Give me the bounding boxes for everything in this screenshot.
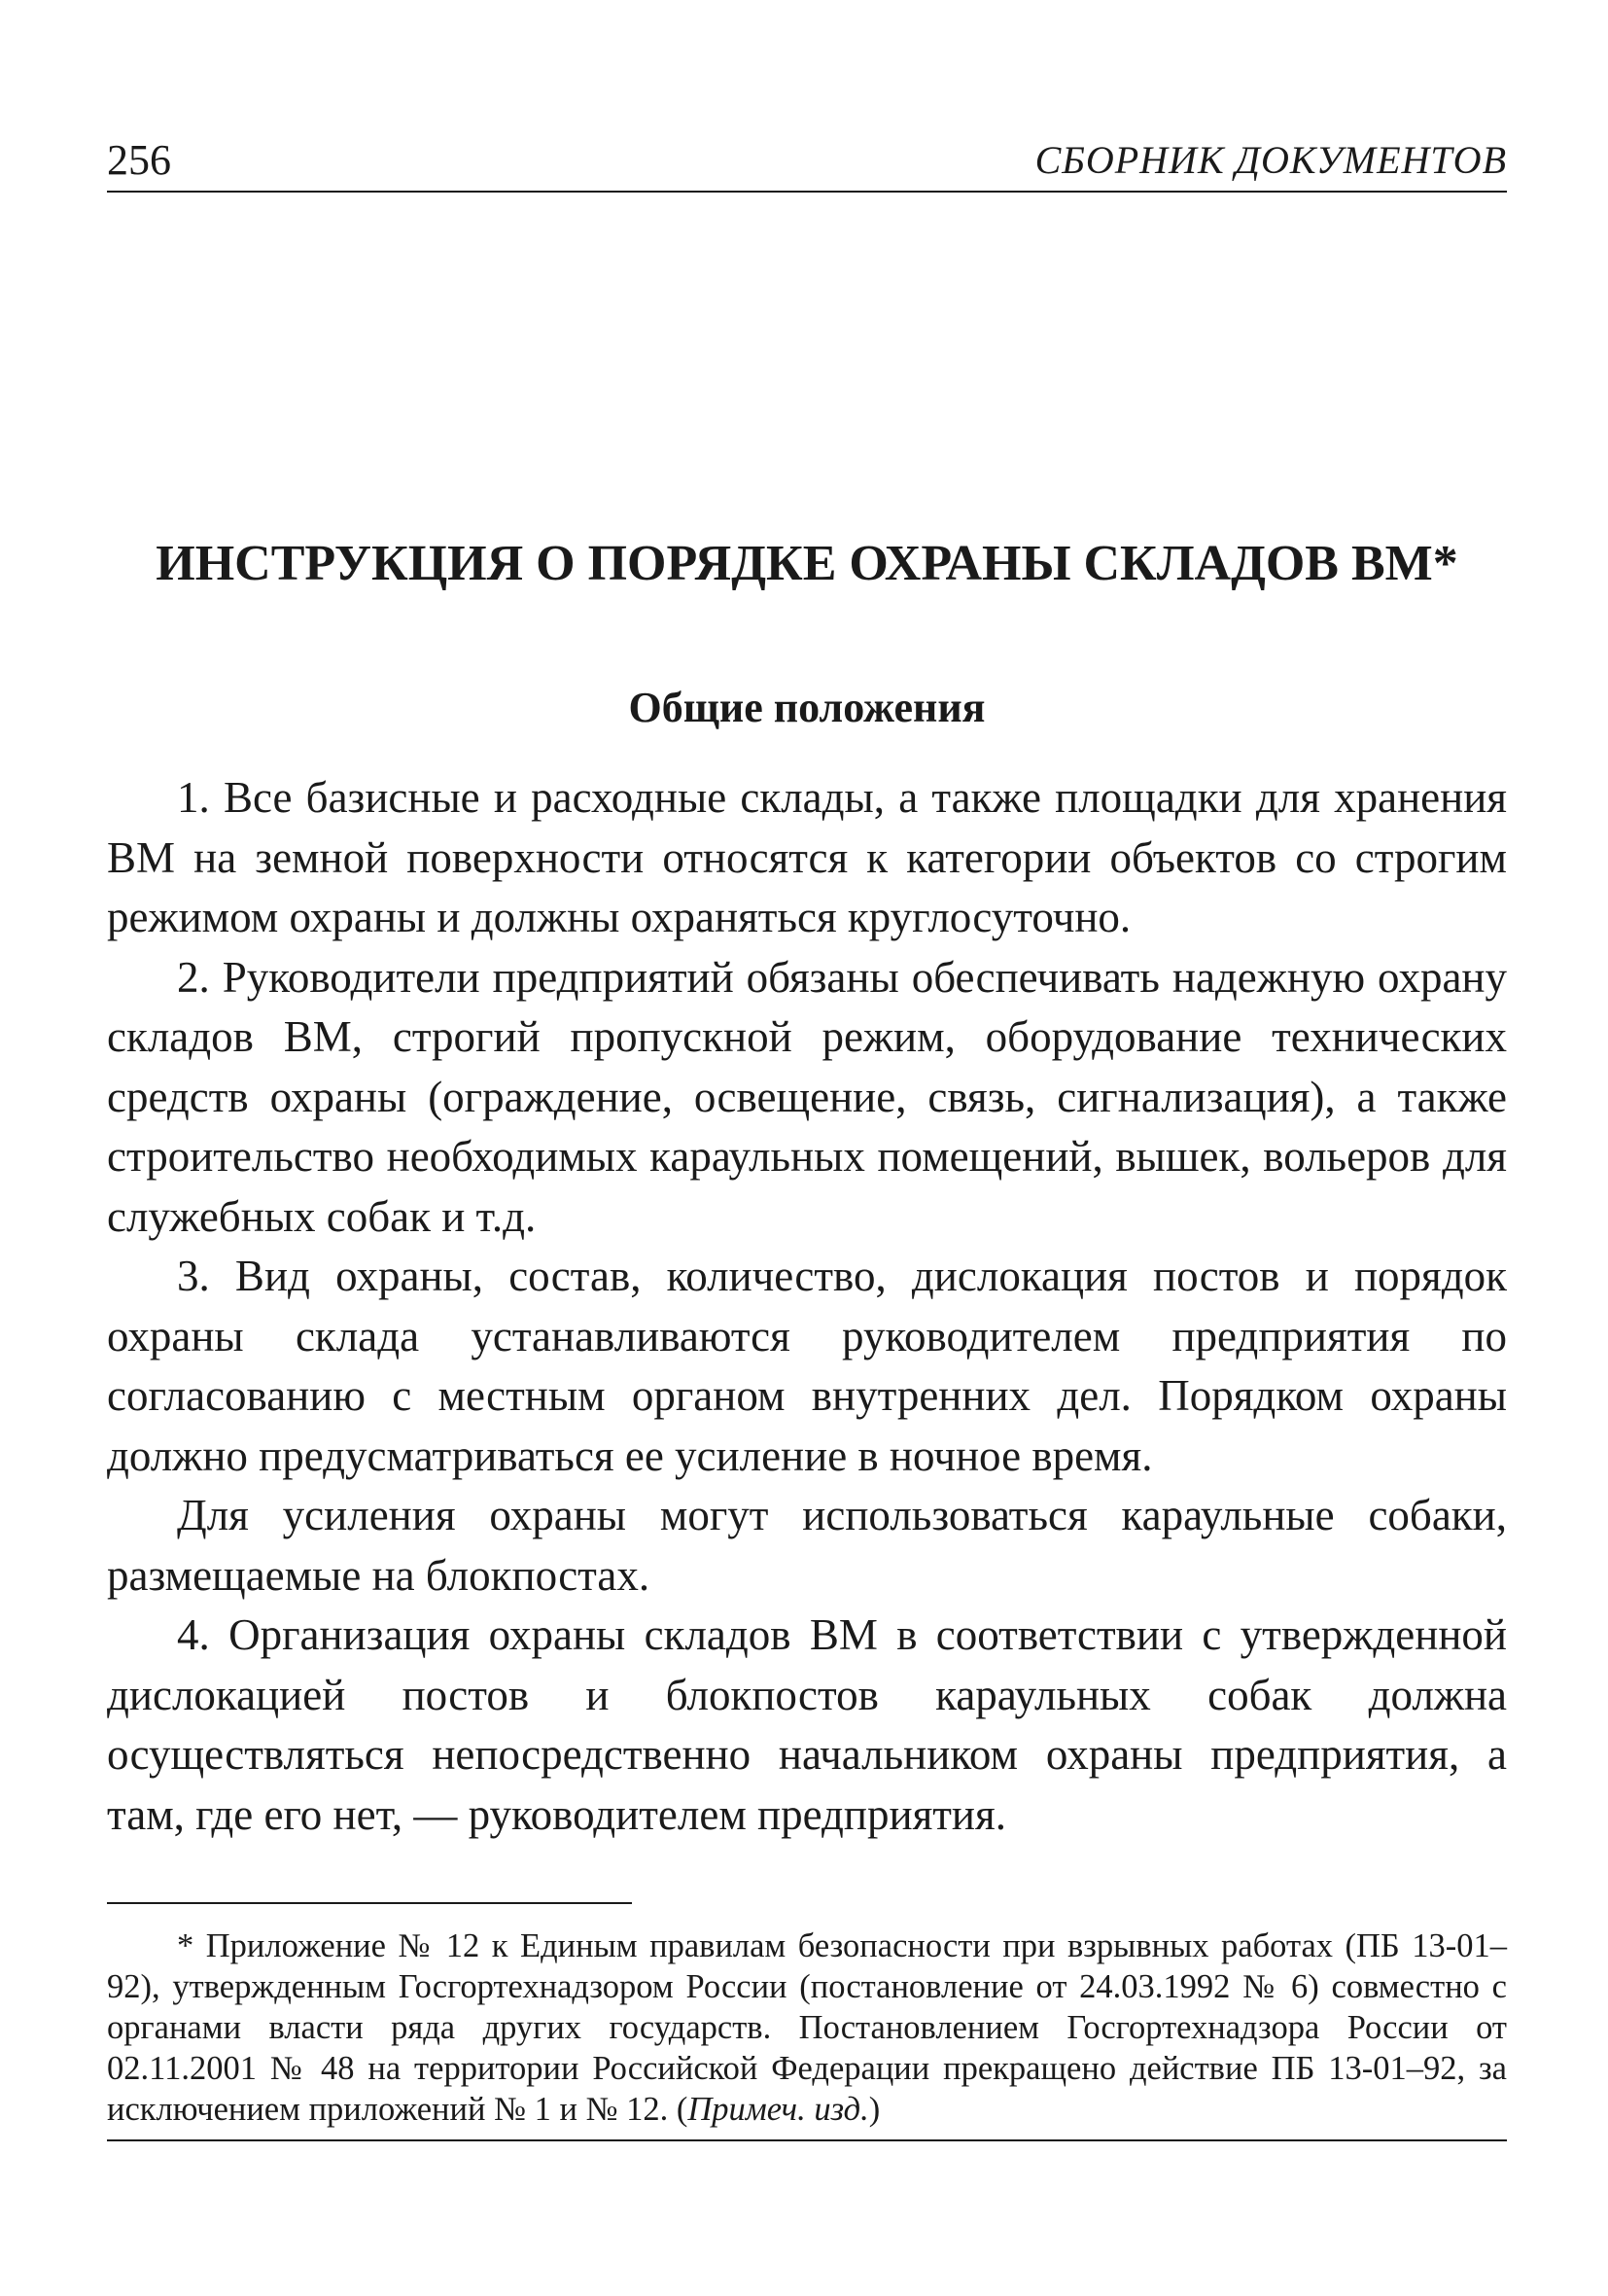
page-header xyxy=(107,132,1507,193)
document-page xyxy=(107,0,1507,2296)
paragraph-1: 1. Все базисные и расходные склады, а также площадки для хранения ВМ на земной поверхности относятся к категории объектов со строгим режимом охраны и должны охраняться круглосуточно. xyxy=(107,773,1507,941)
document-title: ИНСТРУКЦИЯ О ПОРЯДКЕ ОХРАНЫ СКЛАДОВ ВМ* xyxy=(156,536,1458,591)
paragraph-3-continuation: Для усиления охраны могут использоваться караульные собаки, размещаемые на блокпостах. xyxy=(107,1491,1507,1600)
footnote-separator xyxy=(107,1902,632,1904)
section-heading: Общие положения xyxy=(628,684,986,731)
paragraph-4: 4. Организация охраны складов ВМ в соответствии с утвержденной дислокацией постов и блокпостов караульных собак должна осуществляться непосредственно начальником охраны предприятия, а там, где его нет, — руководителем предприятия. xyxy=(107,1610,1507,1839)
body-text xyxy=(107,768,1507,1845)
footnote-paragraph xyxy=(107,1925,1507,2130)
paragraph-3: 3. Вид охраны, состав, количество, дислокация постов и порядок охраны склада устанавливаются руководителем предприятия по согласованию с местным органом внутренних дел. Порядком охраны должно предусматриваться ее усиление в ночное время. xyxy=(107,1252,1507,1480)
footnote-text: * Приложение № 12 к Единым правилам безопасности при взрывных работах (ПБ 13-01–92), утвержденным Госгортехнадзором России (постановление от 24.03.1992 № 6) совместно с органами власти ряда других государств. Постановлением Госгортехнадзора России от 02.11.2001 № 48 на территории Российской Федерации прекращено действие ПБ 13-01–92, за исключением приложений № 1 и № 12. ( xyxy=(107,1927,1507,2128)
footnote xyxy=(107,1925,1507,2130)
footnote-closing: ) xyxy=(868,2091,881,2128)
page-number: 256 xyxy=(107,136,171,184)
paragraph-2: 2. Руководители предприятий обязаны обеспечивать надежную охрану складов ВМ, строгий пропускной режим, оборудование технических средств охраны (ограждение, освещение, связь, сигнализация), а также строительство необходимых караульных помещений, вышек, вольеров для служебных собак и т.д. xyxy=(107,952,1507,1241)
footnote-note-label: Примеч. изд. xyxy=(687,2091,869,2128)
running-title: СБОРНИК ДОКУМЕНТОВ xyxy=(1034,138,1507,182)
bottom-rule xyxy=(107,2139,1507,2141)
